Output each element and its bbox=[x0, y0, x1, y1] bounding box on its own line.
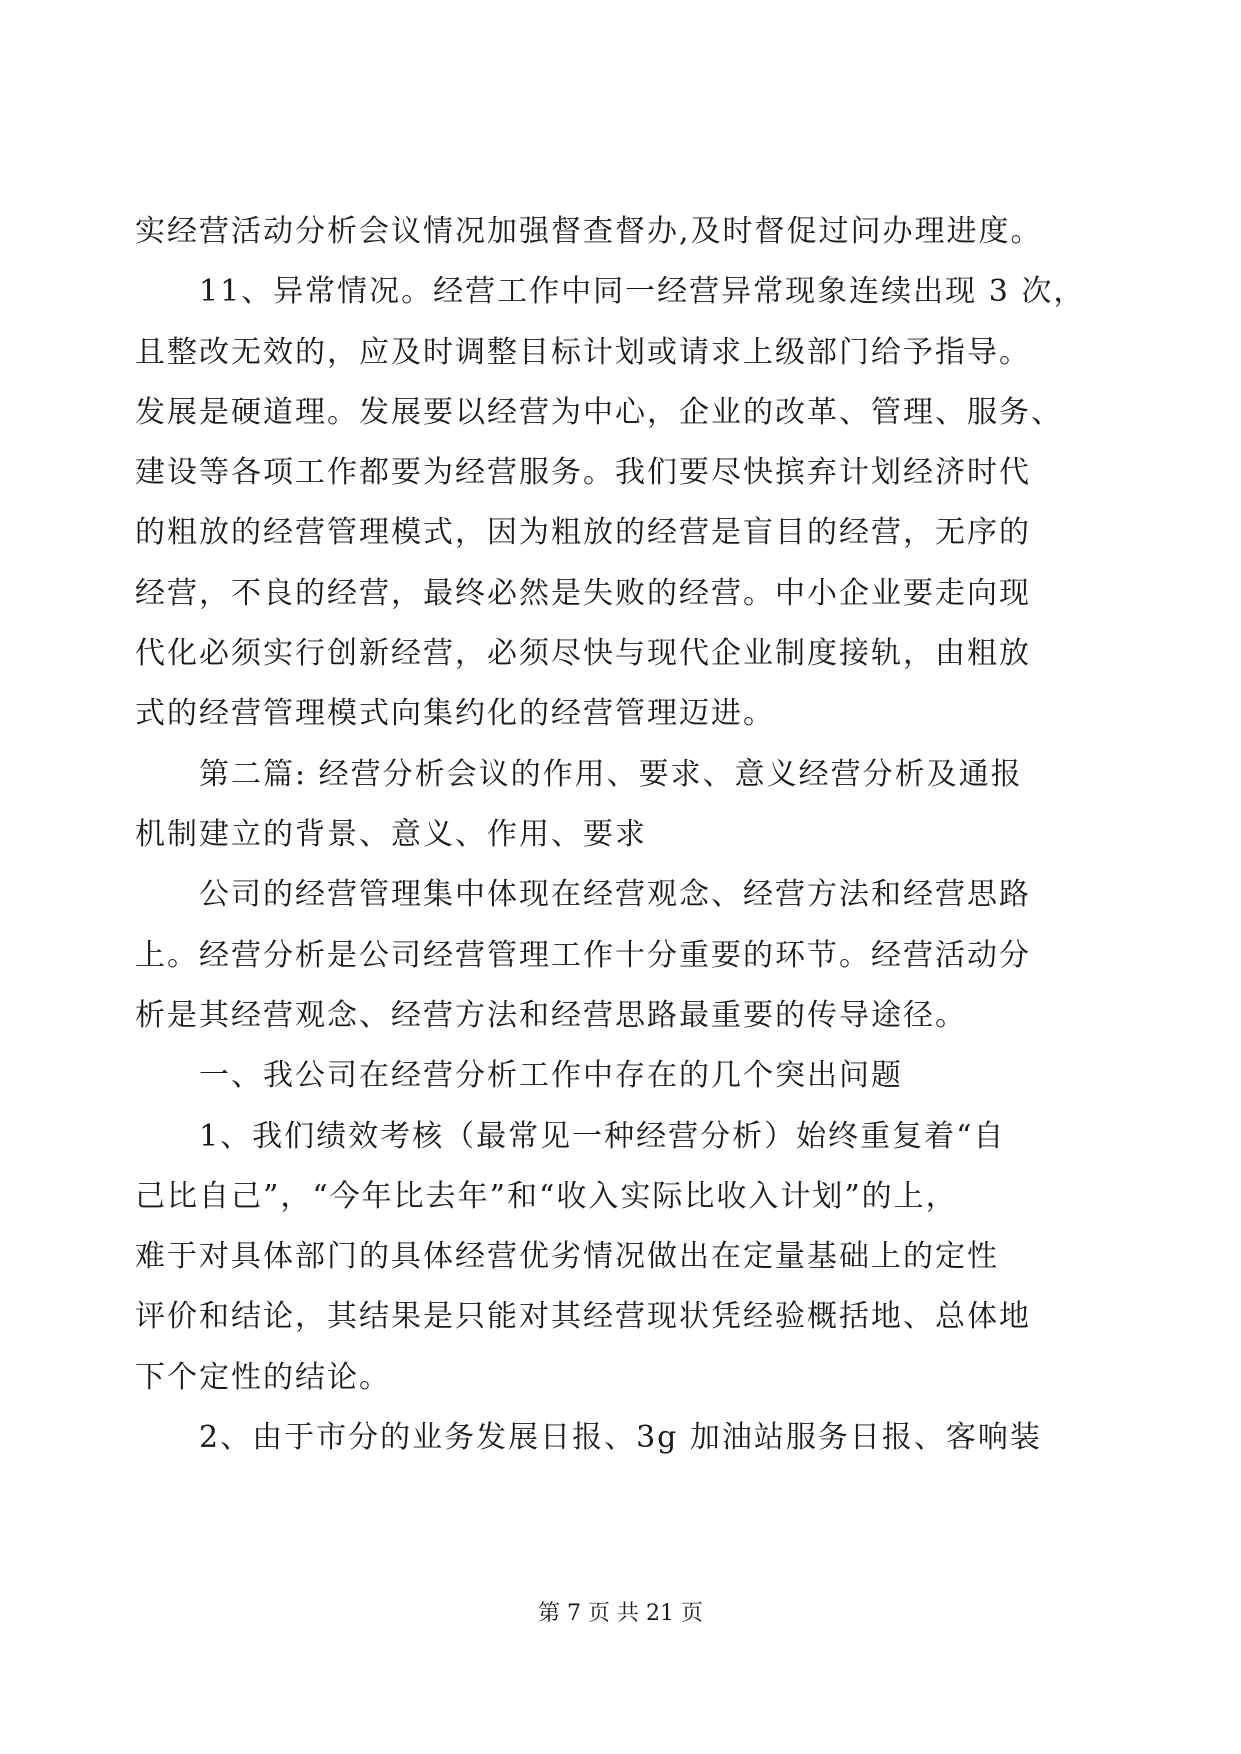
text-line-12: 公司的经营管理集中体现在经营观念、经营方法和经营思路 bbox=[135, 877, 1031, 912]
text-line-3: 且整改无效的，应及时调整目标计划或请求上级部门给予指导。 bbox=[135, 335, 1031, 370]
text-line-14: 析是其经营观念、经营方法和经营思路最重要的传导途径。 bbox=[135, 998, 967, 1033]
text-line-8: 代化必须实行创新经营，必须尽快与现代企业制度接轨，由粗放 bbox=[135, 636, 1031, 671]
text-line-20: 下个定性的结论。 bbox=[135, 1360, 391, 1395]
section-heading-line-2: 机制建立的背景、意义、作用、要求 bbox=[135, 817, 647, 852]
text-line-16: 1、我们绩效考核（最常见一种经营分析）始终重复着“自 bbox=[135, 1119, 1006, 1154]
text-line-9: 式的经营管理模式向集约化的经营管理迈进。 bbox=[135, 696, 775, 731]
text-line-4: 发展是硬道理。发展要以经营为中心，企业的改革、管理、服务、 bbox=[135, 395, 1063, 430]
text-line-19: 评价和结论，其结果是只能对其经营现状凭经验概括地、总体地 bbox=[135, 1299, 1031, 1334]
text-line-13: 上。经营分析是公司经营管理工作十分重要的环节。经营活动分 bbox=[135, 938, 1031, 973]
text-line-21: 2、由于市分的业务发展日报、3g 加油站服务日报、客响装 bbox=[135, 1420, 1042, 1455]
text-line-5: 建设等各项工作都要为经营服务。我们要尽快摈弃计划经济时代 bbox=[135, 455, 1031, 490]
text-line-1: 实经营活动分析会议情况加强督查督办,及时督促过问办理进度。 bbox=[135, 214, 1043, 249]
subheading-line: 一、我公司在经营分析工作中存在的几个突出问题 bbox=[135, 1058, 903, 1093]
text-line-2: 11、异常情况。经营工作中同一经营异常现象连续出现 3 次， bbox=[135, 274, 1086, 309]
text-line-7: 经营，不良的经营，最终必然是失败的经营。中小企业要走向现 bbox=[135, 576, 1031, 611]
text-line-6: 的粗放的经营管理模式，因为粗放的经营是盲目的经营，无序的 bbox=[135, 515, 1031, 550]
section-heading-line-1: 第二篇: 经营分析会议的作用、要求、意义经营分析及通报 bbox=[135, 757, 1023, 792]
text-line-18: 难于对具体部门的具体经营优劣情况做出在定量基础上的定性 bbox=[135, 1239, 999, 1274]
text-line-17: 己比自己”，“今年比去年”和“收入实际比收入计划”的上， bbox=[135, 1179, 958, 1214]
page-number-footer: 第 7 页 共 21 页 bbox=[538, 1601, 703, 1626]
